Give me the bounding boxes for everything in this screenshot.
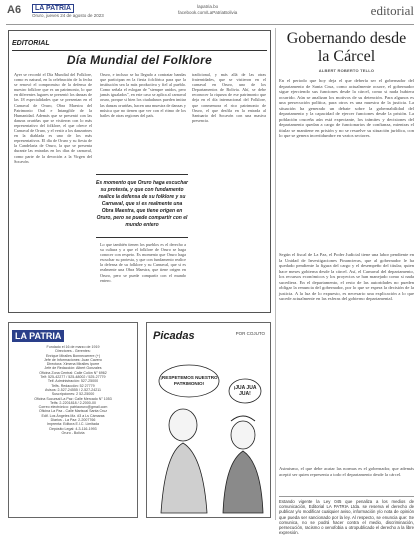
opinion-column bbox=[279, 30, 414, 535]
masthead-row: Edif. Los Ángeles Mz. #3 a Ls Cámaras bbox=[41, 413, 105, 418]
newspaper-logo: LA PATRIA bbox=[32, 4, 74, 13]
cartoon-mask bbox=[231, 416, 255, 421]
cartoon-credit: POR COJUTO bbox=[235, 331, 265, 336]
masthead-row: Fundado el 16 de marzo de 1919 bbox=[46, 345, 100, 349]
masthead-row: Oficina La Paz - Calle Mariscal Santa Cruz bbox=[38, 409, 108, 414]
eyebrow-divider bbox=[12, 50, 267, 51]
masthead-row: Enrique Miralles Bonnecarrere (+) bbox=[45, 353, 101, 358]
header-divider bbox=[6, 24, 414, 25]
speech-bubble-left-text: ¡RESPETEMOS NUESTRO PATRIMONIO! bbox=[160, 375, 218, 386]
editorial-column-1: Ayer se recordó el Día Mundial del Folklore, como es natural, en la celebración de la fecha se renovó el compromiso de la defensa de nuestro folklore que es un patrimonio, lo que en diferentes lugares se presentó los danzas de las 18 especialidades que se presentan en el Carnaval de Oruro, Obra Maestra del Patrimonio Oral e Intangible de la Humanidad. Además que se presentó con las danzas oruriñas que se vistieron con lo más representativo del folklore, el que ofrece el Carnaval de Oruro, y el vestir a los danzarines en la diablada es uno de los más representativos. El día de Oruro y su fiesta de la Candelaria de Oruro, la que se presenta durante las entradas en los días de carnaval, como parte de la devoción a la Virgen del Socavón. bbox=[14, 72, 92, 164]
editorial-column-3: tradicional, y más allá de las otras fraternidades, que se vistieron en el carnaval en Oruro, uno de los Departamentos de Bolivia. Ahí, se debe reconocer la riqueza de ese patrimonio que deja en el día internacional del Folklore, que conmemora el rico patrimonio de Oruro, el que desfila en la entrada al Santuario del Socavón con una masiva presencia. bbox=[192, 72, 266, 123]
masthead-row: Telf. Administración: 527-25000 bbox=[47, 379, 99, 384]
facebook-link[interactable]: facebook.com/LaPatriaBolivia bbox=[178, 10, 238, 15]
cartoon-drawing bbox=[147, 323, 270, 517]
editorial-bottom-text: Lo que también tienen los pueblos es el derecho a su cultura y a que el folklore de Oruro se haga conocer con respeto. Es momento que Oruro haga escuchar su protesta, y que con fundamento realice la defensa de su folklore y su Carnaval, que si es realmente una Obra Maestra, que tiene origen en Oruro, pero se puede compartir con el mundo entero. bbox=[100, 242, 186, 283]
column-author: ALBERT ROBERTO TELLO bbox=[318, 68, 375, 73]
masthead-row: Telfs: 2-2201818 / 2-2000-00 bbox=[50, 400, 96, 405]
masthead-row: Suscripciones: 2 52-25000 bbox=[51, 392, 95, 397]
masthead-row: Correo electrónico: patriaoruro@gmail.com bbox=[38, 405, 108, 410]
masthead-row: Depósito Legal: 4-3-116-1993 bbox=[49, 426, 97, 431]
masthead-row: Imprenta: Editora E.I.C. Limitada bbox=[46, 422, 100, 427]
masthead-logo: LA PATRIA bbox=[12, 330, 64, 342]
column-text-3: Asimismo, el que debe acatar las normas es el gobernador, que además aceptó ser quien representa a todo el departamento desde la cárcel. bbox=[279, 466, 414, 477]
masthead-box bbox=[8, 322, 138, 518]
cartoon-figure-left-head bbox=[169, 409, 197, 441]
masthead-row: Oficina Zona Central: Calle Colón N° 6962 bbox=[39, 370, 107, 375]
editorial-eyebrow: EDITORIAL bbox=[12, 40, 50, 47]
masthead-row: Avisos: 2-527-24555 / 2-527-24211 bbox=[44, 387, 101, 392]
editorial-column-2: Oruro, e incluso se ha llegado a contratar bandas que participan en la fiesta folclórica para que la institución sea la más productiva y fiel al pueblo. Como señala el eslogan de "siempre unidos, pero jamás igualados", en este caso se aplica al carnaval oruro, porque si bien los ciudadanos pueden imitar las danzas oruriñas, hacen una muestra de danzas y música que no tienen que ver con el ritmo de los bailes de otras regiones del país. bbox=[100, 72, 186, 118]
social-links bbox=[178, 4, 237, 16]
masthead-row: Oficina Sucursal La Paz: Calle Mercado N° 1053 bbox=[34, 396, 112, 401]
footer-divider bbox=[279, 496, 414, 497]
masthead-row: Jefe de Informaciones: Juan Cavero bbox=[44, 357, 102, 362]
masthead-rows bbox=[12, 345, 134, 435]
cartoon-figure-right-body bbox=[223, 451, 263, 513]
masthead-row: Directores - Gerentes: bbox=[55, 349, 91, 354]
editorial-cartoon bbox=[146, 322, 271, 518]
masthead-row: Directora: Ximena Miralles Iporre bbox=[46, 362, 100, 367]
masthead-row: Telf: 525-42277 / 525-48002 / 525-27779 bbox=[40, 375, 106, 380]
issue-date: Oruro, jueves 24 de agosto de 2023 bbox=[32, 13, 104, 18]
masthead-row: Diarios - La Paz: 2-2007766 bbox=[50, 418, 96, 423]
page-number: A6 bbox=[7, 4, 22, 16]
column-title: Gobernando desde la Cárcel bbox=[286, 30, 407, 65]
cartoon-brand: Picadas bbox=[153, 330, 195, 342]
column-divider bbox=[275, 28, 276, 520]
section-name: editorial bbox=[370, 3, 414, 18]
page-header bbox=[0, 0, 420, 26]
masthead-row: Jefe de Redacción: Albert Gonzales bbox=[44, 366, 102, 371]
cartoon-figure-right-head bbox=[231, 421, 255, 449]
legal-notice: Estando vigente la Ley 045 que penaliza a los medios de comunicación, Editorial LA PATRIA Ltda. se reserva el derecho de publicar y/o modificar cualquier aviso, información y/o nota de opinión que pueda ser sancionado por la ley. Al respecto, se enuncia que: Se comunica, no se podrá hacer contra el medio, discriminación, persecución, racismo o xenofobia u otropublicado el derecho a la libre expresión. bbox=[279, 499, 414, 535]
masthead-row: Oruro - Bolivia bbox=[61, 430, 85, 435]
editorial-title: Día Mundial del Folklore bbox=[66, 53, 213, 67]
pull-quote: Es momento que Oruro haga escuchar su protesta, y que con fundamento realice la defensa de su folklore y su Carnaval, que si es realmente una Obra Maestra, que tiene origen en Oruro, pero se puede compartir con el mundo entero bbox=[96, 174, 188, 238]
cartoon-figure-left-body bbox=[161, 443, 207, 513]
column-text-1: En el periodo que hoy deja el que debería ser el gobernador del departamento de Santa Cruz, como actualmente ocurre, el gobernador sigue ejerciendo sus funciones desde la cárcel, como si nada hubiera ocurrido. Aún se analizan los motivos de su detención. Para algunos es una persecución política, para otros es una muestra de la justicia. La situación ha generado un debate sobre la gobernabilidad del departamento y la capacidad de ejercer funciones desde la prisión. La población cruceña aún está expectante, los trámites y decisiones del departamento quedan a cargo de funcionarios de confianza, mientras el titular se mantiene en prisión y no se resuelve su situación jurídica, con lo que se genera incertidumbre en varios sectores. bbox=[279, 78, 414, 138]
website-link[interactable]: lapatria.bo bbox=[197, 4, 219, 9]
column-text-2: Según el fiscal de La Paz, el Poder Judicial tiene una labor pendiente en la Unidad de Investigaciones Financieras, que al gobernador le ha quedado pendiente la figura del cargo y el desempeño del titular, quien hace meses gobierna desde la cárcel. Así, el Carnaval del departamento, los recursos económicos y los proyectos se han manejado como si nada sucediera. En el departamento, el resto de las autoridades no pueden obligar la renuncia del gobernador, por lo que se espera la decisión de la justicia. A la luz de lo expuesto, es necesario una explicación a lo que sucede actualmente en las esferas del gobierno departamental. bbox=[279, 252, 414, 301]
speech-bubble-right-text: ¡JUA JUA JUA! bbox=[233, 385, 257, 397]
masthead-row: Telfs. Redacción: 52 27779 bbox=[51, 383, 95, 388]
